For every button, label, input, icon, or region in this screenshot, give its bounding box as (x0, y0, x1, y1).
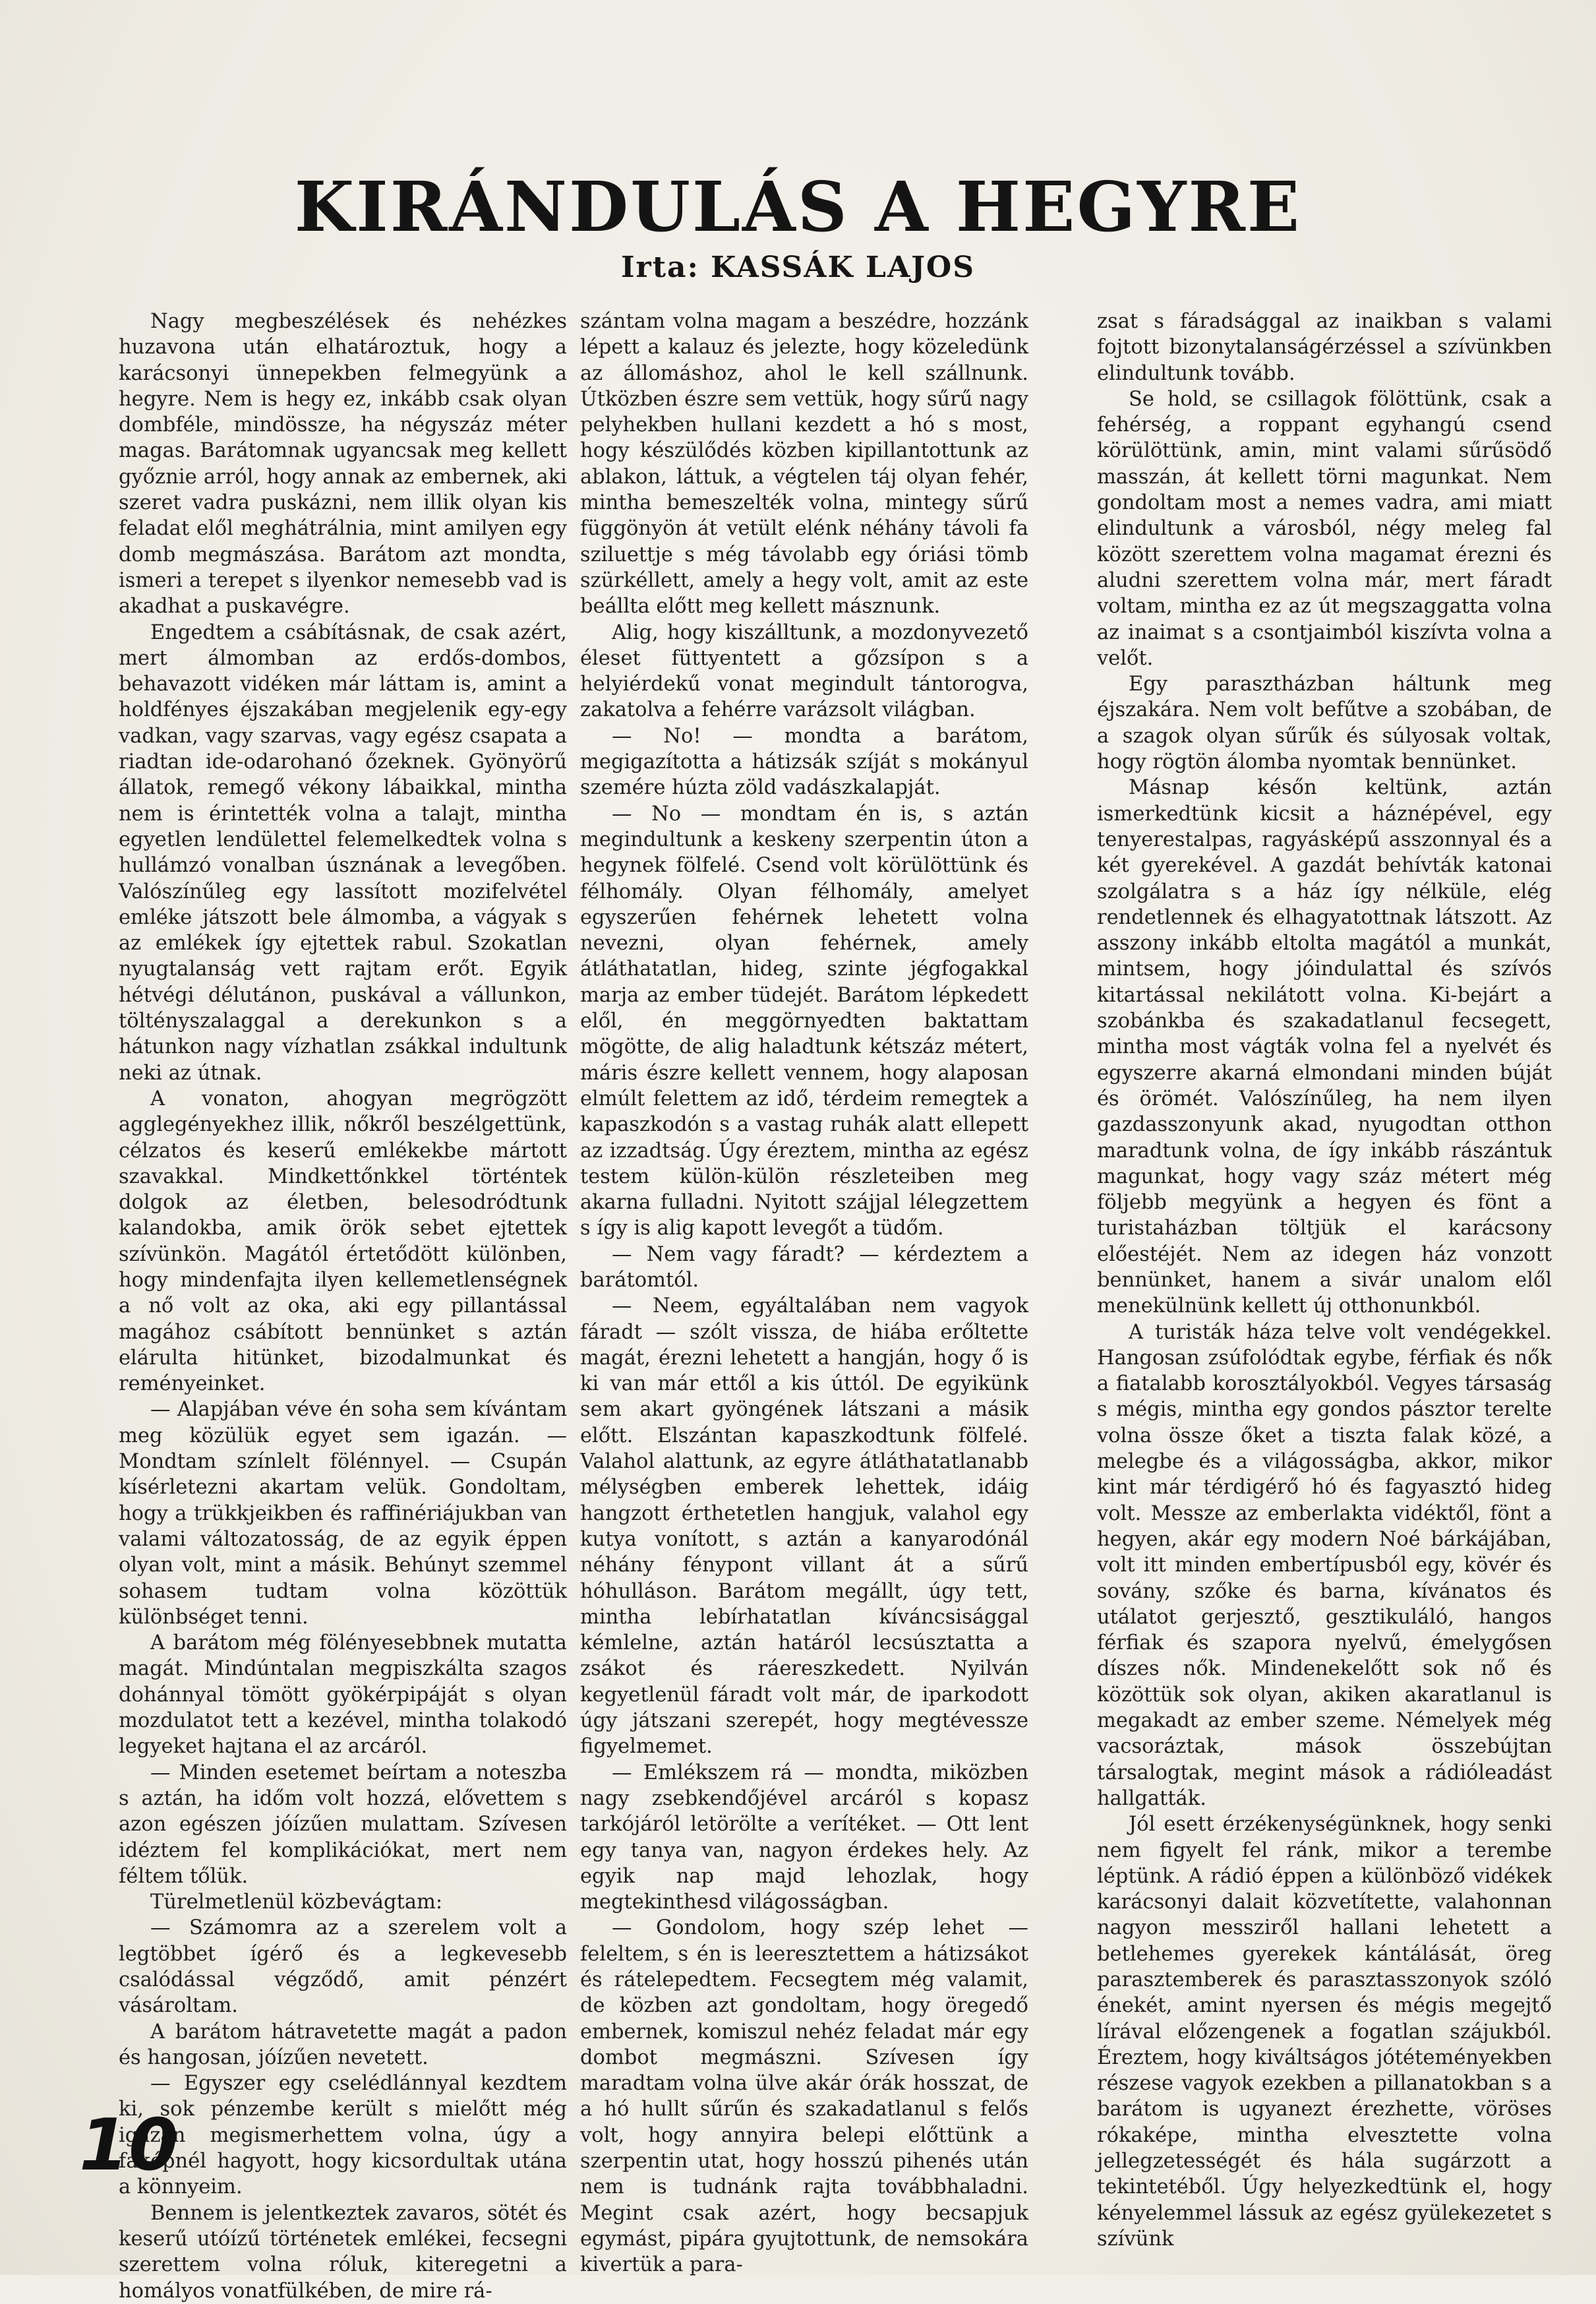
paragraph: Jól esett érzékenységünknek, hogy senki nem figyelt fel ránk, mikor a terembe léptünk. A rádió éppen a különböző vidékek karácsonyi dalait közvetítette, valahonnan nagyon messziről hallani lehetett a betlehemes gyerekek kántálását, öreg parasztemberek és parasztasszonyok szóló énekét, amint nyersen és mégis megejtő lírával előzengenek a fogatlan szájukból. Éreztem, hogy kiváltságos jótéteményekben részese vagyok ezekben a pillanatokban s a barátom is ugyanezt érezhette, vöröses rókaképe, mintha elvesztette volna jellegzetességét és hála sugárzott a tekintetéből. Úgy helyezkedtünk el, hogy kényelemmel lássuk az egész gyülekezetet s szívünk (1097, 1813, 1552, 2251)
paragraph: — No! — mondta a barátom, megigazította a hátizsák szíját s mokányul szemére húzta zöld vadászkalapját. (580, 724, 1028, 800)
paragraph: — Nem vagy fáradt? — kérdeztem a barátomtól. (580, 1242, 1028, 1292)
paragraph: Bennem is jelentkeztek zavaros, sötét és keserű utóízű történetek emlékei, fecsegni szerettem volna róluk, kiteregetni a homályos vonatfülkében, de mire rá- (119, 2201, 567, 2303)
paragraph: — Gondolom, hogy szép lehet — feleltem, s én is leeresztettem a hátizsákot és rátelepedtem. Fecsegtem még valamit, de közben azt gondoltam, hogy öregedő embernek, komiszul nehéz feladat már egy dombot megmászni. Szívesen így maradtam volna ülve akár órák hosszat, de a hó hullt sűrűn és szakadatlanul s felős volt, hogy annyira belepi előttünk a szerpentin utat, hogy hosszú pihenés után nem is tudnánk rajta továbbhaladni. Megint csak azért, hogy becsapjuk egymást, pipára gyujtottunk, de nemsokára kivertük a para- (580, 1916, 1028, 2277)
paragraph: Egy parasztházban háltunk meg éjszakára. Nem volt befűtve a szobában, de a szagok olyan sűrűk és súlyosak voltak, hogy rögtön álomba nyomtak bennünket. (1097, 673, 1552, 774)
paragraph: Engedtem a csábításnak, de csak azért, mert álmomban az erdős-dombos, behavazott vidéken már láttam is, amint a holdfényes éjszakában megjelenik egy-egy vadkan, vagy szarvas, vagy egész csapata a riadtan ide-odarohanó őzeknek. Gyönyörű állatok, remegő vékony lábaikkal, mintha nem is érintették volna a talajt, mintha egyetlen lendülettel felemelkedtek volna s hullámzó vonalban úsznának a levegőben. Valószínűleg egy lassított mozifelvétel emléke játszott bele álmomba, a vágyak s az emlékek így ejtettek rabul. Szokatlan nyugtalanság vett rajtam erőt. Egyik hétvégi délutánon, puskával a vállunkon, töltényszalaggal a derekunkon s a hátunkon nagy vízhatlan zsákkal indultunk neki az útnak. (119, 621, 567, 1085)
paragraph: — Alapjában véve én soha sem kívántam meg közülük egyet sem igazán. — Mondtam színlelt fölénnyel. — Csupán kísérletezni akartam velük. Gondoltam, hogy a trükkjeikben és raffinériájukban van valami változatosság, de az egyik éppen olyan volt, mint a másik. Behúnyt szemmel sohasem tudtam volna közöttük különbséget tenni. (119, 1398, 567, 1629)
article-byline: Irta: KASSÁK LAJOS (620, 251, 976, 284)
paragraph: A vonaton, ahogyan megrögzött agglegényekhez illik, nőkről beszélgettünk, célzatos és keserű emlékekbe mártott szavakkal. Mindkettőnkkel történtek dolgok az életben, belesodródtunk kalandokba, amik örök sebet ejtettek szívünkön. Magától értetődött különben, hogy mindenfajta ilyen kellemetlenségnek a nő volt az oka, aki egy pillantással magához csábított bennünket s aztán elárulta hitünket, bizodalmunkat és reményeinket. (119, 1087, 567, 1396)
paragraph: — Számomra az a szerelem volt a legtöbbet ígérő és a legkevesebb csalódással végződő, amit pénzért vásároltam. (119, 1916, 567, 2018)
text-column-1 (119, 309, 567, 2303)
paragraph: szántam volna magam a beszédre, hozzánk lépett a kalauz és jelezte, hogy közeledünk az állomáshoz, ahol le kell szállnunk. Útközben észre sem vettük, hogy sűrű nagy pelyhekben hullani kezdett a hó s most, hogy készülődés közben kipillantottunk az ablakon, láttuk, a végtelen táj olyan fehér, mintha bemeszelték volna, mintegy sűrű függönyön át vetült elénk néhány távoli fa sziluettje s még távolabb egy óriási tömb szürkéllett, amely a hegy volt, amit az este beállta előtt meg kellett másznunk. (580, 310, 1028, 619)
paragraph: — Minden esetemet beírtam a noteszba s aztán, ha időm volt hozzá, elővettem s azon egészen jóízűen mulattam. Szívesen idéztem fel komplikációkat, mert nem féltem tőlük. (119, 1761, 567, 1888)
paragraph: — Neem, egyáltalában nem vagyok fáradt — szólt vissza, de hiába erőltette magát, érezni lehetett a hangján, hogy ő is ki van már ettől a kis úttól. De egyikünk sem akart gyöngének látszani a másik előtt. Elszántan kapaszkodtunk fölfelé. Valahol alattunk, az egyre átláthatatlanabb mélységben emberek lehettek, idáig hangzott érthetetlen hangjuk, valahol egy kutya vonított, s aztán a kanyarodónál néhány fénypont villant át a sűrű hóhulláson. Barátom megállt, úgy tett, mintha lebírhatatlan kíváncsisággal kémlelne, aztán határól lecsúsztatta a zsákot és ráereszkedett. Nyilván kegyetlenül fáradt volt már, de iparkodott úgy játszani szerepét, hogy megtévessze figyelmemet. (580, 1294, 1028, 1759)
page-number: 10 (79, 2104, 179, 2187)
article-title: KIRÁNDULÁS A HEGYRE (294, 166, 1302, 247)
paragraph: — Emlékszem rá — mondta, miközben nagy zsebkendőjével arcáról s kopasz tarkójáról letörölte a verítéket. — Ott lent egy tanya van, nagyon érdekes hely. Az egyik nap majd lehozlak, hogy megtekinthesd világosságban. (580, 1761, 1028, 1914)
paragraph: zsat s fáradsággal az inaikban s valami fojtott bizonytalanságérzéssel a szívünkben elindultunk tovább. (1097, 310, 1552, 385)
paragraph: — No — mondtam én is, s aztán megindultunk a keskeny szerpentin úton a hegynek fölfelé. Csend volt körülöttünk és félhomály. Olyan félhomály, amelyet egyszerűen fehérnek lehetett volna nevezni, olyan fehérnek, amely átláthatatlan, hideg, szinte jégfogakkal marja az ember tüdejét. Barátom lépkedett elől, én meggörnyedten baktattam mögötte, de alig haladtunk kétszáz métert, máris észre kellett vennem, hogy alaposan elmúlt felettem az idő, térdeim remegtek a kapaszkodón s a vastag ruhák alatt ellepett az izzadtság. Úgy éreztem, mintha az egész testem külön-külön részleteiben meg akarna fulladni. Nyitott szájjal lélegzettem s így is alig kapott levegőt a tüdőm. (580, 802, 1028, 1240)
paragraph: Alig, hogy kiszálltunk, a mozdonyvezető éleset füttyentett a gőzsípon s a helyiérdekű vonat megindult tántorogva, zakatolva a fehérre varázsolt világban. (580, 621, 1028, 722)
paragraph: Türelmetlenül közbevágtam: (150, 1891, 443, 1914)
paragraph: Nagy megbeszélések és nehézkes huzavona után elhatároztuk, hogy a karácsonyi ünnepekben felmegyünk a hegyre. Nem is hegy ez, inkább csak olyan dombféle, mindössze, ha négyszáz méter magas. Barátomnak ugyancsak meg kellett győznie arról, hogy annak az embernek, aki szeret vadra puskázni, nem illik olyan kis feladat elől meghátrálnia, mint amilyen egy domb megmászása. Barátom azt mondta, ismeri a terepet s ilyenkor nemesebb vad is akadhat a puskavégre. (119, 310, 567, 619)
paragraph: — Egyszer egy cselédlánnyal kezdtem ki, sok pénzembe került s mielőtt még igazán megismerhettem volna, úgy a faképnél hagyott, hogy kicsordultak utána a könnyeim. (119, 2072, 567, 2199)
paragraph: Másnap későn keltünk, aztán ismerkedtünk kicsit a háznépével, egy tenyerestalpas, ragyásképű asszonnyal és a két gyerekével. A gazdát behívták katonai szolgálatra s a ház így nélküle, elég rendetlennek és elhagyatottnak látszott. Az asszony inkább eltolta magától a munkát, mintsem, hogy jóindulattal és szívós kitartással nekilátott volna. Ki-bejárt a szobánkba és szakadatlanul fecsegett, mintha most vágták volna fel a nyelvét és egyszerre akarná elmondani minden búját és örömét. Valószínűleg, ha nem ilyen gazdasszonyunk akad, nyugodtan otthon maradtunk volna, de így inkább rászántuk magunkat, hogy vagy száz métert még följebb megyünk a hegyen és fönt a turistaházban töltjük el karácsony előestéjét. Nem az idegen ház vonzott bennünket, hanem a sivár unalom elől menekülnünk kellett új otthonunkból. (1097, 776, 1552, 1318)
paragraph: A barátom még fölényesebbnek mutatta magát. Mindúntalan megpiszkálta szagos dohánnyal tömött gyökérpipáját s olyan mozdulatot tett a kezével, mintha tolakodó legyeket hajtana el az arcáról. (119, 1631, 567, 1759)
text-column-2 (580, 309, 1028, 2277)
text-column-3 (1097, 309, 1552, 2251)
paragraph: A barátom hátravetette magát a padon és hangosan, jóízűen nevetett. (119, 2020, 567, 2069)
paragraph: A turisták háza telve volt vendégekkel. Hangosan zsúfolódtak egybe, férfiak és nők a fiatalabb korosztályokból. Vegyes társaság s mégis, mintha egy gondos pásztor terelte volna össze őket a tiszta falak közé, a melegbe és a világosságba, akkor, mikor kint már térdigérő hó és fagyasztó hideg volt. Messze az emberlakta vidéktől, fönt a hegyen, akár egy modern Noé bárkájában, volt itt minden embertípusból egy, kövér és sovány, szőke és barna, kívánatos és utálatot gerjesztő, gesztikuláló, hangos férfiak és szapora nyelvű, émelygősen díszes nők. Mindenekelőtt sok nő és közöttük sok olyan, akiken akaratlanul is megakadt az ember szeme. Némelyek még vacsoráztak, mások összebújtan társalogtak, megint mások a rádióleadást hallgatták. (1097, 1320, 1552, 1810)
paragraph: Se hold, se csillagok fölöttünk, csak a fehérség, a roppant egyhangú csend körülöttünk, amin, mint valami sűrűsödő masszán, át kellett törni magunkat. Nem gondoltam most a nemes vadra, ami miatt elindultunk a városból, négy meleg fal között szerettem volna magamat érezni és aludni szerettem volna már, mert fáradt voltam, mintha ez az út megszaggatta volna az inaimat s a csontjaimból kiszívta volna a velőt. (1097, 387, 1552, 670)
